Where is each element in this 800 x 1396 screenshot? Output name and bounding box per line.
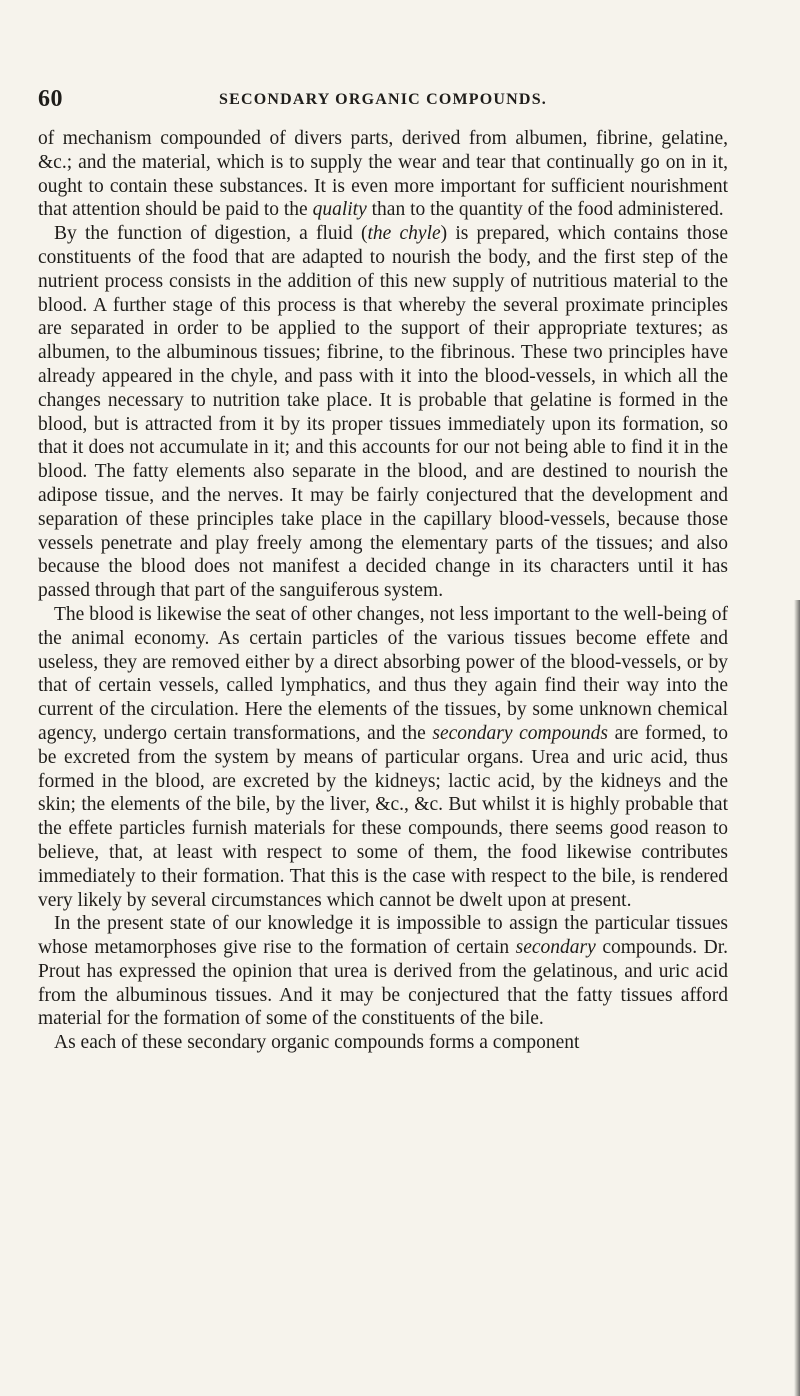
italic-segment: the chyle	[367, 223, 441, 245]
paragraph-5	[38, 1031, 728, 1055]
page-edge-shadow	[794, 600, 800, 1396]
body-text	[38, 127, 728, 1055]
paragraph-1	[38, 127, 728, 222]
text-segment: than to the quantity of the food administered.	[366, 199, 724, 221]
text-segment: ) is prepared, which contains those constituents of the food that are adapted to nourish the body, and the first step of the nutrient process consists in the addition of this new supply of nutritious material to the blood. A further stage of this process is that whereby the several proximate principles are separated in order to be applied to the support of their appropriate textures; as albumen, to the albuminous tissues; fibrine, to the fibrinous. These two principles have already appeared in the chyle, and pass with it into the blood-vessels, in which all the changes necessary to nutrition take place. It is probable that gelatine is formed in the blood, but is attracted from it by its proper tissues immediately upon its formation, so that it does not accumulate in it; and this accounts for our not being able to find it in the blood. The fatty elements also separate in the blood, and are destined to nourish the adipose tissue, and the nerves. It may be fairly conjectured that the development and separation of these principles take place in the capillary blood-vessels, because those vessels penetrate and play freely among the elementary parts of the tissues; and also because the blood does not manifest a decided change in its characters until it has passed through that part of the sanguiferous system.	[38, 223, 728, 602]
italic-segment: quality	[312, 199, 367, 221]
paragraph-3	[38, 603, 728, 912]
text-segment: By the function of digestion, a fluid (	[54, 223, 368, 245]
italic-segment: secondary	[515, 937, 596, 959]
text-segment: In the present state of our knowledge it is impossible to assign the particular tissues whose metamorphoses give rise to the formation of certain	[38, 913, 728, 959]
paragraph-2	[38, 222, 728, 603]
paragraph-4	[38, 912, 728, 1031]
running-title: SECONDARY ORGANIC COMPOUNDS.	[218, 91, 547, 108]
text-segment: compounds. Dr. Prout has expressed the opinion that urea is derived from the gelatinous, and uric acid from the albuminous tissues. And it may be conjectured that the fatty tissues afford material for the formation of some of the constituents of the bile.	[38, 937, 728, 1030]
italic-segment: secondary compounds	[432, 722, 608, 744]
text-segment: are formed, to be excreted from the system by means of particular organs. Urea and uric acid, thus formed in the blood, are excreted by the kidneys; lactic acid, by the kidneys and the skin; the elements of the bile, by the liver, &c., &c. But whilst it is highly probable that the effete particles furnish materials for these compounds, there seems good reason to believe, that, at least with respect to some of them, the food likewise contributes immediately to their formation. That this is the case with respect to the bile, is rendered very likely by several circumstances which cannot be dwelt upon at present.	[38, 722, 729, 911]
page-header	[38, 86, 728, 116]
text-segment: The blood is likewise the seat of other changes, not less important to the well-being of the animal economy. As certain particles of the various tissues become effete and useless, they are removed either by a direct absorbing power of the blood-vessels, or by that of certain vessels, called lymphatics, and thus they again find their way into the current of the circulation. Here the elements of the tissues, by some unknown chemical agency, undergo certain transformations, and the	[38, 603, 728, 744]
text-segment: of mechanism compounded of divers parts, derived from albumen, fibrine, gelatine, &c.; and the material, which is to supply the wear and tear that continually go on in it, ought to contain these substances. It is even more important for sufficient nourishment that attention should be paid to the	[38, 128, 728, 221]
text-segment: As each of these secondary organic compounds forms a component	[54, 1032, 580, 1054]
page-number: 60	[38, 86, 63, 112]
